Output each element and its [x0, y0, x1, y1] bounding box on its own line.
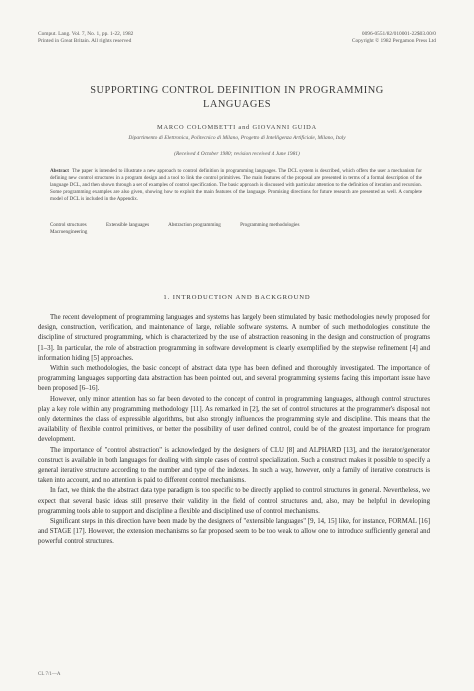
received-dates: (Received 4 October 1980; revision received 4 June 1981) — [174, 151, 300, 157]
keyword: Control structures — [50, 222, 87, 228]
paragraph: However, only minor attention has so far been devoted to the concept of control in programming languages, although control structures play a key role within any programming methodology [11]. As remarked in [2], the set of control structures at the programmer's disposal not only determines the class of expressible algorithms, but also strongly influences the programming style and discipline. This means that the availability of flexible control primitives, or better the possibility of user defined control, could be of the greatest importance for program development. — [38, 395, 430, 444]
keyword: Macroengineering — [50, 229, 88, 235]
header-right — [277, 31, 436, 45]
paper-title: SUPPORTING CONTROL DEFINITION IN PROGRAMMING LANGUAGES — [90, 85, 384, 110]
journal-citation: Comput. Lang. Vol. 7, No. 1, pp. 1-22, 1982 — [38, 31, 134, 37]
section-heading: 1. INTRODUCTION AND BACKGROUND — [163, 294, 311, 301]
abstract — [50, 168, 422, 203]
page-footer: CL 7/1—A — [38, 672, 61, 677]
keyword: Abstraction programming — [168, 222, 221, 228]
affiliation: Dipartimento di Elettronica, Politecnico di Milano, Progetto di Intelligenza Artificiale, Milano, Italy — [128, 135, 346, 141]
header-left — [38, 31, 257, 45]
paragraph: Significant steps in this direction have been made by the designers of "extensible languages" [9, 14, 15] like, for instance, FORMAL [16] and STAGE [17]. However, the extension mechanisms so far proposed seem to be too weak to allow one to introduce sufficiently general and powerful control structures. — [38, 518, 430, 546]
paragraph: Within such methodologies, the basic concept of abstract data type has been defined and thoroughly investigated. The importance of programming languages supporting data abstraction has been pointed out, and several programming systems facing this important issue have been proposed [6–16]. — [38, 365, 430, 393]
issn-code: 0096-0551/82/010001-22$03.00/0 — [361, 31, 436, 37]
body-text — [38, 313, 430, 548]
printed-in: Printed in Great Britain. All rights reserved — [38, 38, 132, 44]
keyword: Programming methodologies — [240, 222, 300, 228]
paragraph: The importance of "control abstraction" is acknowledged by the designers of CLU [8] and ALPHARD [13], and the iterator/generator construct is available in both languages for dealing with simple cases of control specialization. Such a construct makes it possible to specify a general iterative structure according to the number and type of the indexes. In such a way, however, only a family of iterative constructs is taken into account, and no attention is paid to different control mechanisms. — [38, 446, 430, 485]
copyright-line: Copyright © 1982 Pergamon Press Ltd — [351, 38, 436, 44]
abstract-label: Abstract — [50, 168, 69, 174]
keyword: Extensible languages — [105, 222, 150, 228]
paragraph: The recent development of programming languages and systems has largely been stimulated by basic methodologies newly proposed for design, construction, verification, and maintenance of large, reliable software systems. A number of such methodologies constitute the discipline of structured programming, which is characterized by the use of abstraction reasoning in the design and construction of programs [1–3]. In particular, the role of abstraction programming in software development is clearly exemplified by the stepwise refinement [4] and information hiding [5] approaches. — [38, 314, 430, 362]
paper-authors: MARCO COLOMBETTI and GIOVANNI GUIDA — [157, 124, 317, 131]
abstract-text: The paper is intended to illustrate a new approach to control definition in programming languages. The DCL system is described, which offers the user a mechanism for defining new control structures in a program design and a tool to link the control primitives. The main features of the proposal are presented in terms of a formal description of the language DCL, and then shown through a set of examples of control specification. The basic approach is discussed with particular attention to the definition of iteration and recursion. Some programming examples are also given, showing how to exploit the main features of the language. Promising directions for future research are presented as well. A complete model of DCL is included in the Appendix. — [50, 168, 423, 202]
paragraph: In fact, we think the the abstract data type paradigm is too specific to be directly applied to control structures in general. Nevertheless, we expect that several basic ideas still preserve their validity in the field of control structures and, also, may be helpful in developing programming tools able to support and discipline a flexible and disciplined use of control mechanisms. — [38, 487, 430, 515]
journal-header — [38, 31, 436, 45]
keywords — [50, 222, 422, 236]
